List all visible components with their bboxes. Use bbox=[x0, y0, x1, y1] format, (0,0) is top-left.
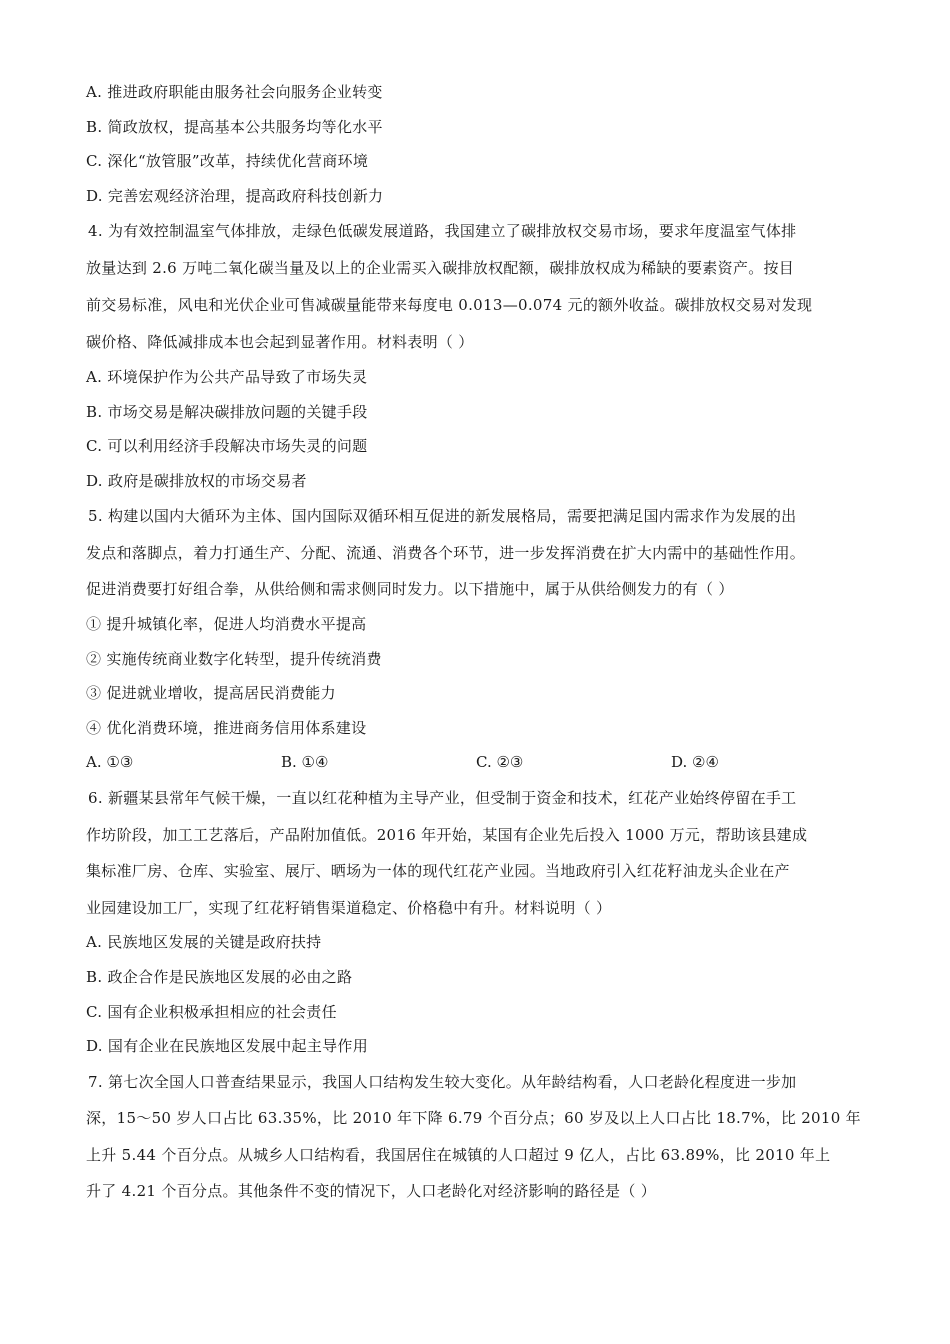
q5-stem-line: 促进消费要打好组合拳，从供给侧和需求侧同时发力。以下措施中，属于从供给侧发力的有（ ） bbox=[86, 580, 734, 598]
q5-item-1: ① 提升城镇化率，促进人均消费水平提高 bbox=[86, 615, 367, 633]
q3-option-a: A. 推进政府职能由服务社会向服务企业转变 bbox=[86, 83, 383, 101]
q4-stem-line: 4. 为有效控制温室气体排放，走绿色低碳发展道路，我国建立了碳排放权交易市场，要求年度温室气体排 bbox=[88, 222, 797, 240]
q5-stem-line: 发点和落脚点，着力打通生产、分配、流通、消费各个环节，进一步发挥消费在扩大内需中的基础性作用。 bbox=[86, 544, 806, 562]
q6-stem-line: 集标准厂房、仓库、实验室、展厅、晒场为一体的现代红花产业园。当地政府引入红花籽油龙头企业在产 bbox=[86, 862, 790, 880]
q7-stem-line: 上升 5.44 个百分点。从城乡人口结构看，我国居住在城镇的人口超过 9 亿人，占比 63.89%，比 2010 年上 bbox=[86, 1146, 831, 1164]
q3-option-c: C. 深化“放管服”改革，持续优化营商环境 bbox=[86, 152, 369, 170]
q6-stem-line: 业园建设加工厂，实现了红花籽销售渠道稳定、价格稳中有升。材料说明（ ） bbox=[86, 899, 612, 917]
q5-choice-d: D. ②④ bbox=[671, 753, 719, 771]
q6-option-c: C. 国有企业积极承担相应的社会责任 bbox=[86, 1003, 337, 1021]
q5-item-4: ④ 优化消费环境，推进商务信用体系建设 bbox=[86, 719, 367, 737]
q3-option-b: B. 简政放权，提高基本公共服务均等化水平 bbox=[86, 118, 383, 136]
q5-choice-c: C. ②③ bbox=[476, 753, 524, 771]
q4-stem-line: 放量达到 2.6 万吨二氧化碳当量及以上的企业需买入碳排放权配额，碳排放权成为稀缺的要素资产。按目 bbox=[86, 259, 795, 277]
q6-stem-line: 6. 新疆某县常年气候干燥，一直以红花种植为主导产业，但受制于资金和技术，红花产业始终停留在手工 bbox=[88, 789, 797, 807]
q5-item-2: ② 实施传统商业数字化转型，提升传统消费 bbox=[86, 650, 382, 668]
q4-option-a: A. 环境保护作为公共产品导致了市场失灵 bbox=[86, 368, 368, 386]
q5-item-3: ③ 促进就业增收，提高居民消费能力 bbox=[86, 684, 336, 702]
q7-stem-line: 7. 第七次全国人口普查结果显示，我国人口结构发生较大变化。从年龄结构看，人口老龄化程度进一步加 bbox=[88, 1073, 797, 1091]
q5-choice-a: A. ①③ bbox=[86, 753, 134, 771]
q4-option-d: D. 政府是碳排放权的市场交易者 bbox=[86, 472, 307, 490]
q7-stem-line: 升了 4.21 个百分点。其他条件不变的情况下，人口老龄化对经济影响的路径是（ ） bbox=[86, 1182, 657, 1200]
q4-option-c: C. 可以利用经济手段解决市场失灵的问题 bbox=[86, 437, 368, 455]
q5-choice-b: B. ①④ bbox=[281, 753, 329, 771]
q4-stem-line: 前交易标准，风电和光伏企业可售减碳量能带来每度电 0.013—0.074 元的额外收益。碳排放权交易对发现 bbox=[86, 296, 813, 314]
q6-option-d: D. 国有企业在民族地区发展中起主导作用 bbox=[86, 1037, 369, 1055]
q5-stem-line: 5. 构建以国内大循环为主体、国内国际双循环相互促进的新发展格局，需要把满足国内需求作为发展的出 bbox=[88, 507, 797, 525]
q3-option-d: D. 完善宏观经济治理，提高政府科技创新力 bbox=[86, 187, 384, 205]
q4-option-b: B. 市场交易是解决碳排放问题的关键手段 bbox=[86, 403, 368, 421]
q6-option-a: A. 民族地区发展的关键是政府扶持 bbox=[86, 933, 322, 951]
q6-stem-line: 作坊阶段，加工工艺落后，产品附加值低。2016 年开始，某国有企业先后投入 1000 万元，帮助该县建成 bbox=[86, 826, 808, 844]
q7-stem-line: 深，15～50 岁人口占比 63.35%，比 2010 年下降 6.79 个百分点；60 岁及以上人口占比 18.7%，比 2010 年 bbox=[86, 1109, 861, 1127]
q4-stem-line: 碳价格、降低减排成本也会起到显著作用。材料表明（ ） bbox=[86, 333, 474, 351]
q6-option-b: B. 政企合作是民族地区发展的必由之路 bbox=[86, 968, 353, 986]
